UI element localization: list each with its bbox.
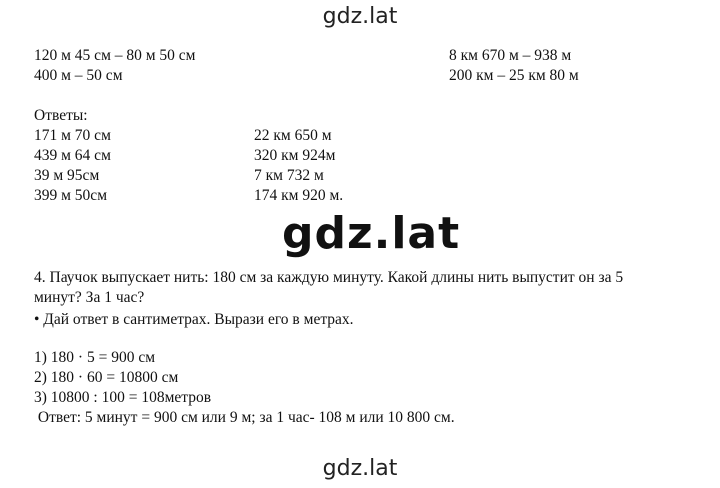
answer-right-4: 174 км 920 м. (254, 187, 344, 204)
expression-1: 120 м 45 см – 80 м 50 см (34, 47, 196, 64)
expression-3: 400 м – 50 см (34, 67, 123, 84)
solution-step-2: 2) 180 · 60 = 10800 см (34, 369, 179, 386)
task4-line-1: 4. Паучок выпускает нить: 180 см за каждую минуту. Какой длины нить выпустит он за 5 (34, 269, 624, 286)
answers-heading: Ответы: (34, 107, 88, 124)
watermark-middle: gdz.lat (282, 208, 461, 259)
task4-answer: Ответ: 5 минут = 900 см или 9 м; за 1 час- 108 м или 10 800 см. (34, 409, 455, 426)
answer-left-1: 171 м 70 см (34, 127, 111, 144)
solution-step-3: 3) 10800 : 100 = 108метров (34, 389, 212, 406)
answer-right-3: 7 км 732 м (254, 167, 324, 184)
answer-left-4: 399 м 50см (34, 187, 107, 204)
solution-step-1: 1) 180 · 5 = 900 см (34, 349, 156, 366)
answer-right-2: 320 км 924м (254, 147, 336, 164)
expression-2: 8 км 670 м – 938 м (449, 47, 572, 64)
watermark-top: gdz.lat (322, 4, 398, 29)
task4-line-2: минут? За 1 час? (34, 289, 145, 306)
expression-4: 200 км – 25 км 80 м (449, 67, 579, 84)
watermark-bottom: gdz.lat (322, 456, 398, 481)
answer-left-3: 39 м 95см (34, 167, 100, 184)
answer-left-2: 439 м 64 см (34, 147, 111, 164)
task4-line-3: • Дай ответ в сантиметрах. Вырази его в метрах. (34, 311, 354, 328)
answer-right-1: 22 км 650 м (254, 127, 332, 144)
